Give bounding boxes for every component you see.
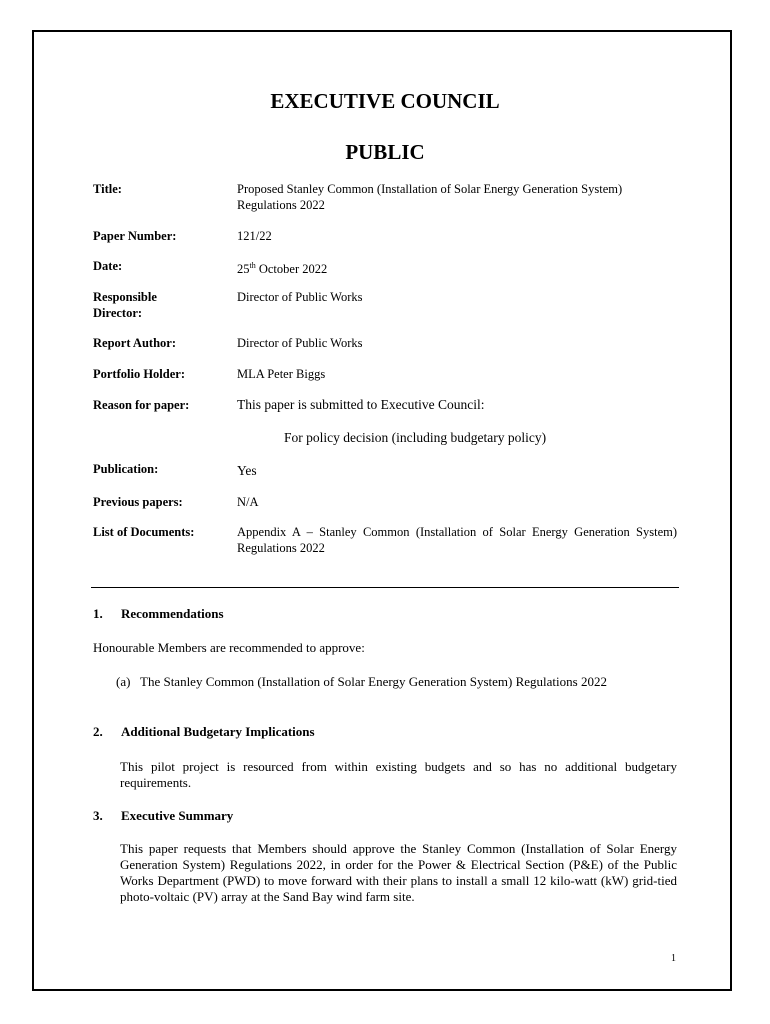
responsible-director-label: Responsible Director:: [93, 290, 157, 320]
section-3-text: This paper requests that Members should approve the Stanley Common (Installation of Solar Energy Generation System) Regulations 2022, in order for the Power & Electrical Section (P&E) of the Public Works Department (PWD) to move forward with their plans to install a small 12 kilo-watt (kW) grid-tied photo-voltaic (PV) array at the Sand Bay wind farm site.: [120, 841, 677, 904]
portfolio-holder-label: Portfolio Holder:: [93, 367, 185, 381]
title-label: Title:: [93, 182, 122, 196]
date-suffix: th: [249, 261, 256, 270]
responsible-director-value: Director of Public Works: [237, 290, 363, 304]
section-1-title: Recommendations: [121, 606, 224, 621]
section-2-number: 2.: [93, 724, 103, 739]
publication-value: Yes: [237, 463, 257, 478]
section-2-text: This pilot project is resourced from within existing budgets and so has no additional budgetary requirements.: [120, 759, 677, 790]
reason-label: Reason for paper:: [93, 398, 190, 412]
section-1-number: 1.: [93, 606, 103, 621]
previous-papers-label: Previous papers:: [93, 495, 183, 509]
section-3-title: Executive Summary: [121, 808, 234, 823]
report-author-value: Director of Public Works: [237, 336, 363, 350]
section-3-number: 3.: [93, 808, 103, 823]
document-heading: EXECUTIVE COUNCIL: [270, 89, 500, 113]
section-1-intro: Honourable Members are recommended to approve:: [93, 640, 365, 655]
documents-label: List of Documents:: [93, 525, 195, 539]
reason-detail: For policy decision (including budgetary policy): [284, 430, 547, 445]
date-rest: October 2022: [255, 262, 328, 277]
reason-value: This paper is submitted to Executive Council:: [237, 397, 485, 412]
report-author-label: Report Author:: [93, 336, 176, 350]
date-label: Date:: [93, 259, 123, 273]
portfolio-holder-value: MLA Peter Biggs: [237, 367, 326, 381]
section-1-item-text: The Stanley Common (Installation of Solar Energy Generation System) Regulations 2022: [140, 674, 607, 689]
date-value: [237, 258, 677, 277]
publication-label: Publication:: [93, 462, 159, 476]
section-divider: [91, 587, 679, 588]
title-value: Proposed Stanley Common (Installation of Solar Energy Generation System) Regulations 2022: [237, 182, 623, 212]
section-2-title: Additional Budgetary Implications: [121, 724, 315, 739]
classification-heading: PUBLIC: [345, 140, 425, 164]
previous-papers-value: N/A: [237, 495, 259, 509]
documents-value: Appendix A – Stanley Common (Installation of Solar Energy Generation System) Regulations 2022: [237, 525, 677, 555]
paper-number-value: 121/22: [237, 229, 272, 243]
page-number: 1: [671, 953, 676, 964]
date-day: 25: [237, 262, 250, 277]
section-1-item-marker: (a): [116, 674, 131, 689]
paper-number-label: Paper Number:: [93, 229, 177, 243]
